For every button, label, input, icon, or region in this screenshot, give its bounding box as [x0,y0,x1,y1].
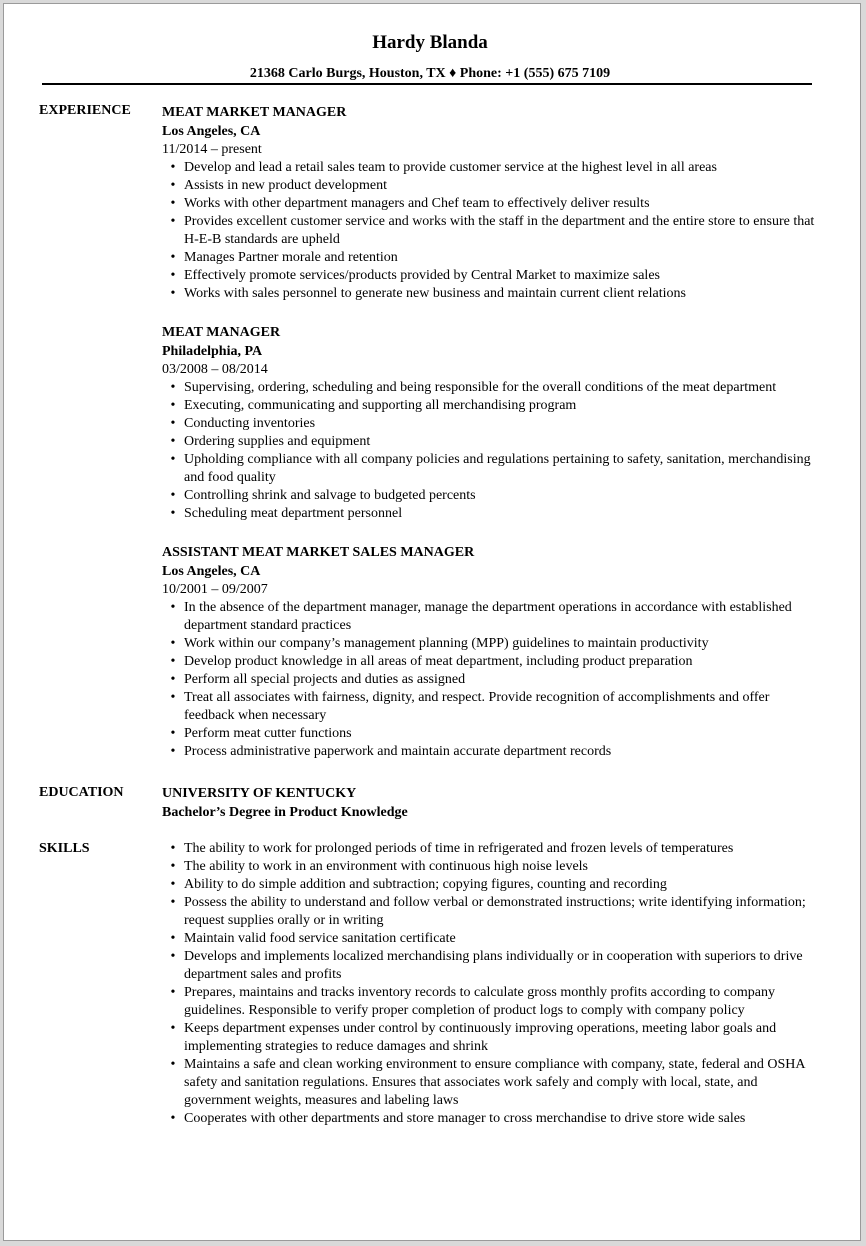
bullet-icon: • [170,949,176,964]
bullet-item [162,379,822,397]
bullet-text: Maintains a safe and clean working environment to ensure compliance with company, state, federal and OSHA safety and sanitation regulations. Ensures that associates work safely and comply with local, state, and government weights, measures and labeling laws [184,1057,805,1108]
bullet-icon: • [170,380,176,395]
bullet-item [162,984,822,1020]
bullet-icon: • [170,286,176,301]
bullet-item [162,876,822,894]
header-divider [42,83,812,85]
job-entry [162,543,822,761]
bullet-text: Works with sales personnel to generate new business and maintain current client relations [184,286,686,301]
bullet-icon: • [170,931,176,946]
job-entry [162,103,822,303]
bullet-text: Develop and lead a retail sales team to provide customer service at the highest level in all areas [184,160,717,175]
bullet-text: Keeps department expenses under control by continuously improving operations, meeting labor goals and implementing strategies to reduce damages and shrink [184,1021,777,1054]
bullet-text: The ability to work for prolonged periods of time in refrigerated and frozen levels of temperatures [184,841,734,856]
bullet-text: Treat all associates with fairness, dignity, and respect. Provide recognition of accomplishments and offer feedback when necessary [184,690,770,723]
bullet-text: Possess the ability to understand and follow verbal or demonstrated instructions; write identifying information; request supplies orally or in writing [184,895,806,928]
bullet-icon: • [170,268,176,283]
job-duties-list [162,599,822,761]
bullet-item [162,397,822,415]
bullet-text: Provides excellent customer service and works with the staff in the department and the entire store to ensure that H-E-B standards are upheld [184,214,815,247]
bullet-text: Perform meat cutter functions [184,726,352,741]
bullet-item [162,689,822,725]
bullet-icon: • [170,841,176,856]
job-title: ASSISTANT MEAT MARKET SALES MANAGER [162,545,475,560]
bullet-item [162,177,822,195]
bullet-item [162,840,822,858]
bullet-icon: • [170,160,176,175]
bullet-icon: • [170,250,176,265]
bullet-item [162,635,822,653]
bullet-item [162,894,822,930]
bullet-text: Manages Partner morale and retention [184,250,398,265]
bullet-icon: • [170,654,176,669]
bullet-icon: • [170,877,176,892]
bullet-item [162,267,822,285]
bullet-item [162,213,822,249]
job-title: MEAT MARKET MANAGER [162,105,347,120]
school-name: UNIVERSITY OF KENTUCKY [162,786,357,801]
bullet-item [162,671,822,689]
bullet-icon: • [170,488,176,503]
bullet-text: Ability to do simple addition and subtraction; copying figures, counting and recording [184,877,667,892]
bullet-item [162,858,822,876]
bullet-text: Develops and implements localized merchandising plans individually or in cooperation with superiors to drive department sales and profits [184,949,803,982]
bullet-icon: • [170,600,176,615]
bullet-text: Assists in new product development [184,178,387,193]
bullet-text: The ability to work in an environment with continuous high noise levels [184,859,588,874]
bullet-icon: • [170,636,176,651]
bullet-icon: • [170,398,176,413]
bullet-icon: • [170,672,176,687]
job-dates: 11/2014 – present [162,142,262,157]
applicant-name: Hardy Blanda [372,32,488,53]
bullet-item [162,505,822,523]
experience-heading: EXPERIENCE [39,103,131,118]
job-entry [162,323,822,523]
bullet-item [162,285,822,303]
job-dates: 03/2008 – 08/2014 [162,362,268,377]
bullet-text: Work within our company’s management planning (MPP) guidelines to maintain productivity [184,636,709,651]
bullet-item [162,930,822,948]
bullet-icon: • [170,196,176,211]
bullet-item [162,599,822,635]
bullet-icon: • [170,895,176,910]
skills-heading: SKILLS [39,841,90,856]
bullet-text: Effectively promote services/products provided by Central Market to maximize sales [184,268,660,283]
bullet-text: Perform all special projects and duties as assigned [184,672,466,687]
bullet-text: Maintain valid food service sanitation certificate [184,931,456,946]
bullet-item [162,1020,822,1056]
bullet-icon: • [170,178,176,193]
bullet-icon: • [170,416,176,431]
bullet-item [162,743,822,761]
bullet-icon: • [170,985,176,1000]
bullet-item [162,1110,822,1128]
bullet-text: Process administrative paperwork and maintain accurate department records [184,744,612,759]
bullet-icon: • [170,434,176,449]
bullet-icon: • [170,506,176,521]
bullet-icon: • [170,859,176,874]
bullet-text: Works with other department managers and Chef team to effectively deliver results [184,196,650,211]
bullet-text: Upholding compliance with all company policies and regulations pertaining to safety, sanitation, merchandising and food quality [184,452,811,485]
bullet-item [162,451,822,487]
bullet-text: Executing, communicating and supporting all merchandising program [184,398,577,413]
education-entry [162,784,822,822]
skills-list [162,840,822,1128]
bullet-item [162,487,822,505]
bullet-text: Prepares, maintains and tracks inventory records to calculate gross monthly profits according to company guidelines. Responsible to verify proper completion of product logs to comply with company policy [184,985,775,1018]
bullet-text: Conducting inventories [184,416,316,431]
education-heading: EDUCATION [39,785,124,800]
bullet-icon: • [170,690,176,705]
bullet-item [162,159,822,177]
bullet-item [162,249,822,267]
bullet-icon: • [170,214,176,229]
bullet-item [162,433,822,451]
job-title: MEAT MANAGER [162,325,281,340]
bullet-item [162,725,822,743]
degree: Bachelor’s Degree in Product Knowledge [162,805,408,820]
resume-page [3,3,861,1241]
job-duties-list [162,159,822,303]
job-duties-list [162,379,822,523]
bullet-item [162,948,822,984]
bullet-text: In the absence of the department manager, manage the department operations in accordance with established department standard practices [184,600,792,633]
bullet-text: Controlling shrink and salvage to budgeted percents [184,488,476,503]
bullet-text: Supervising, ordering, scheduling and being responsible for the overall conditions of the meat department [184,380,777,395]
bullet-item [162,415,822,433]
job-location: Philadelphia, PA [162,344,263,359]
skills-entry [162,840,822,1128]
bullet-icon: • [170,726,176,741]
bullet-text: Ordering supplies and equipment [184,434,371,449]
contact-line: 21368 Carlo Burgs, Houston, TX ♦ Phone: +1 (555) 675 7109 [249,66,611,81]
bullet-item [162,195,822,213]
bullet-item [162,1056,822,1110]
bullet-icon: • [170,1111,176,1126]
job-location: Los Angeles, CA [162,564,261,579]
bullet-text: Scheduling meat department personnel [184,506,403,521]
job-dates: 10/2001 – 09/2007 [162,582,268,597]
job-location: Los Angeles, CA [162,124,261,139]
bullet-item [162,653,822,671]
bullet-icon: • [170,744,176,759]
bullet-icon: • [170,452,176,467]
bullet-icon: • [170,1057,176,1072]
bullet-icon: • [170,1021,176,1036]
bullet-text: Develop product knowledge in all areas of meat department, including product preparation [184,654,693,669]
bullet-text: Cooperates with other departments and store manager to cross merchandise to drive store wide sales [184,1111,746,1126]
